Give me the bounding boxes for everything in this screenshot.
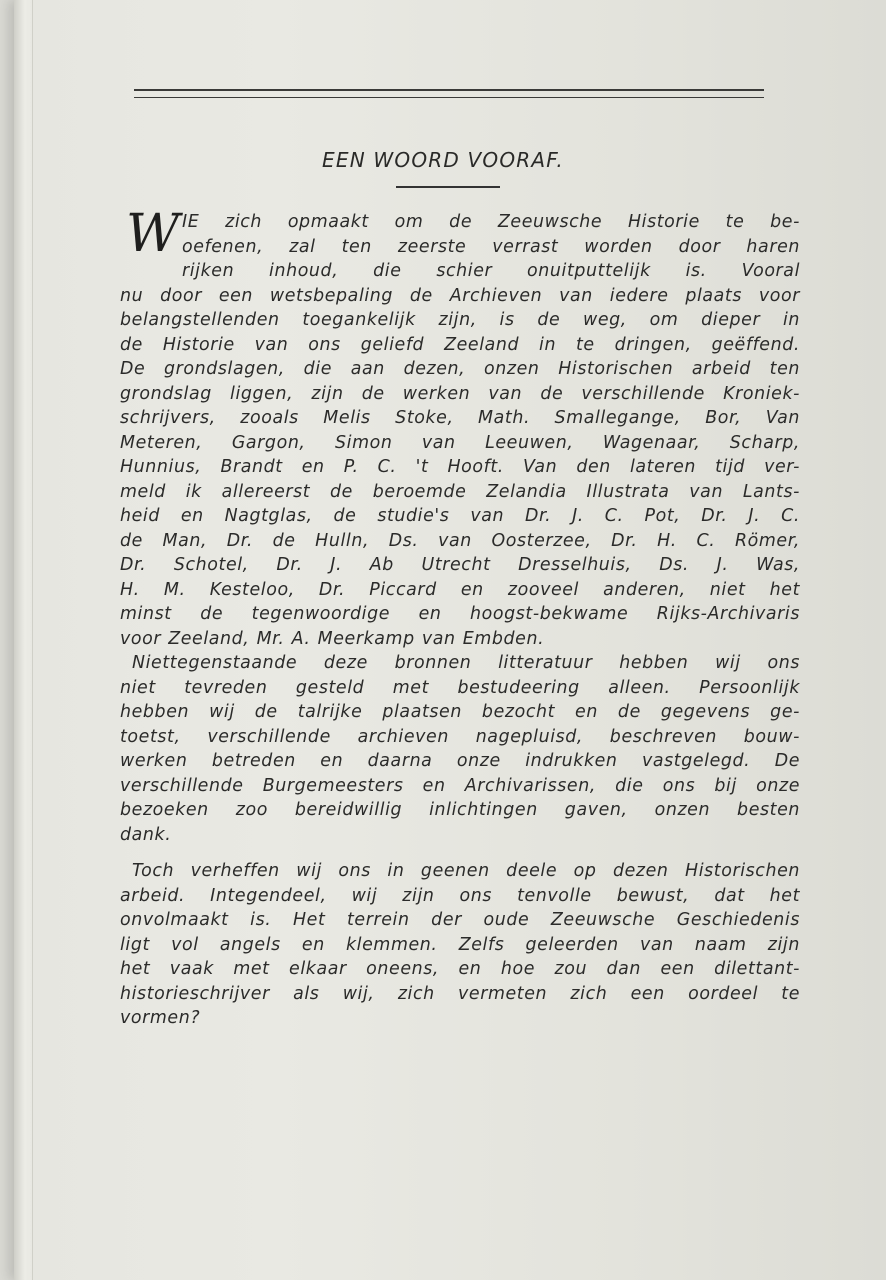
text-line: werken betreden en daarna onze indrukken vastgelegd. De xyxy=(120,751,800,771)
body-text xyxy=(120,204,800,1031)
text-line: het vaak met elkaar oneens, en hoe zou dan een dilettant- xyxy=(120,959,800,979)
dropcap-block xyxy=(120,204,800,264)
text-line: Dr. Schotel, Dr. J. Ab Utrecht Dresselhuis, Ds. J. Was, xyxy=(120,555,800,575)
text-line: voor Zeeland, Mr. A. Meerkamp van Embden. xyxy=(120,628,545,649)
text-line: historieschrijver als wij, zich vermeten zich een oordeel te xyxy=(120,983,800,1004)
text-line: IE zich opmaakt om de Zeeuwsche Historie te be- xyxy=(182,212,800,232)
text-line: belangstellenden toegankelijk zijn, is de weg, om dieper in xyxy=(120,310,800,330)
text-line: hebben wij de talrijke plaatsen bezocht en de gegevens ge- xyxy=(120,702,800,722)
text-line: de Historie van ons geliefd Zeeland in te dringen, geëffend. xyxy=(120,334,800,355)
text-line: toetst, verschillende archieven nagepluisd, beschreven bouw- xyxy=(120,726,800,747)
text-line: onvolmaakt is. Het terrein der oude Zeeuwsche Geschiedenis xyxy=(120,910,800,930)
text-line: verschillende Burgemeesters en Archivarissen, die ons bij onze xyxy=(120,775,800,796)
paragraph-gap xyxy=(120,847,800,859)
page-gutter xyxy=(14,0,33,1280)
text-line: grondslag liggen, zijn de werken van de verschillende Kroniek- xyxy=(120,383,800,404)
text-line: meld ik allereerst de beroemde Zelandia Illustrata van Lants- xyxy=(120,481,800,502)
text-line: De grondslagen, die aan dezen, onzen Historischen arbeid ten xyxy=(120,359,800,379)
heading-underline xyxy=(396,186,500,188)
text-line: rijken inhoud, die schier onuitputtelijk is. Vooral xyxy=(182,261,800,281)
text-line: schrijvers, zooals Melis Stoke, Math. Smallegange, Bor, Van xyxy=(120,408,800,428)
header-double-rule xyxy=(134,89,764,98)
text-line: Hunnius, Brandt en P. C. 't Hooft. Van den lateren tijd ver- xyxy=(120,457,800,477)
chapter-heading: EEN WOORD VOORAF. xyxy=(322,148,564,172)
text-line: dank. xyxy=(120,824,172,845)
text-line: ligt vol angels en klemmen. Zelfs geleerden van naam zijn xyxy=(120,934,800,955)
text-line: de Man, Dr. de Hulln, Ds. van Oosterzee, Dr. H. C. Römer, xyxy=(120,530,800,551)
text-line: bezoeken zoo bereidwillig inlichtingen gaven, onzen besten xyxy=(120,800,800,820)
text-line: nu door een wetsbepaling de Archieven van iedere plaats voor xyxy=(120,285,800,306)
text-line: H. M. Kesteloo, Dr. Piccard en zooveel anderen, niet het xyxy=(120,579,800,600)
drop-cap-letter: W xyxy=(126,204,181,264)
text-line: heid en Nagtglas, de studie's van Dr. J. C. Pot, Dr. J. C. xyxy=(120,506,800,526)
text-line: Niettegenstaande deze bronnen litteratuur hebben wij ons xyxy=(132,653,800,673)
text-line: niet tevreden gesteld met bestudeering alleen. Persoonlijk xyxy=(120,677,800,698)
text-line: oefenen, zal ten zeerste verrast worden door haren xyxy=(182,236,800,257)
text-line: Toch verheffen wij ons in geenen deele op dezen Historischen xyxy=(132,861,800,881)
text-line: arbeid. Integendeel, wij zijn ons tenvolle bewust, dat het xyxy=(120,885,800,906)
text-line: Meteren, Gargon, Simon van Leeuwen, Wagenaar, Scharp, xyxy=(120,432,800,453)
text-line: minst de tegenwoordige en hoogst-bekwame Rijks-Archivaris xyxy=(120,604,800,624)
text-line: vormen? xyxy=(120,1008,201,1028)
